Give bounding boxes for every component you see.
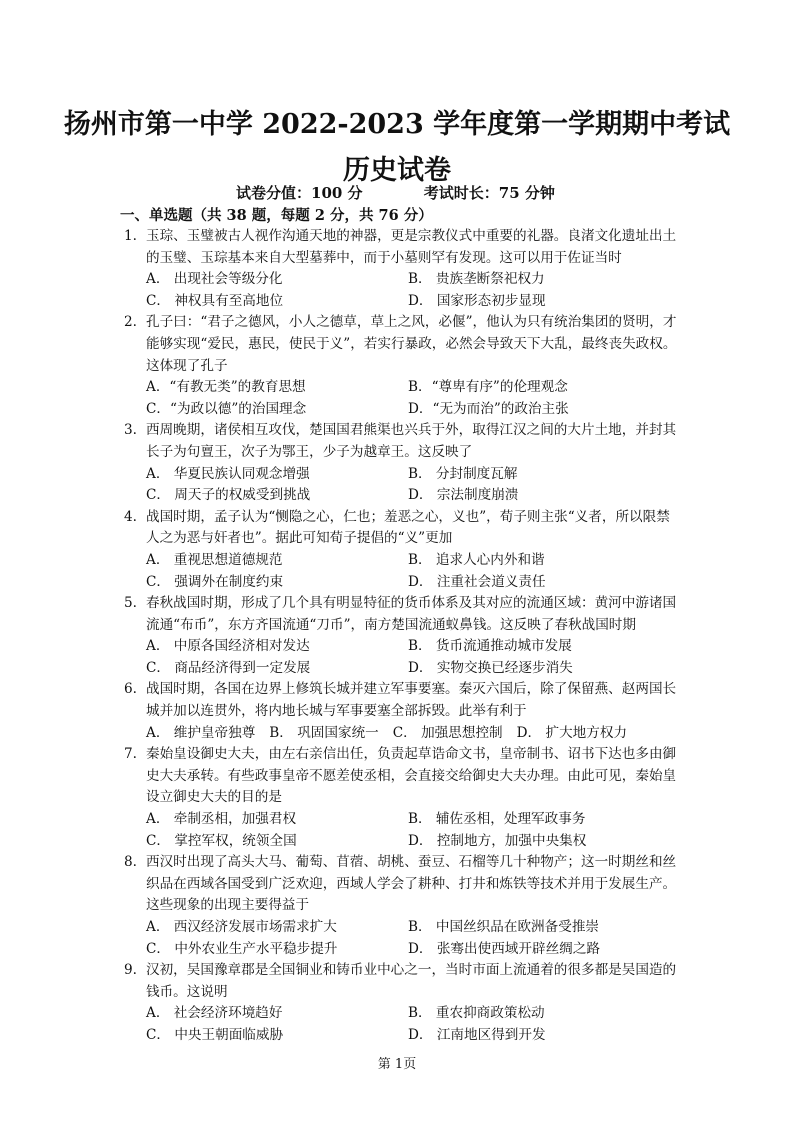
option-a: A．“有教无类”的教育思想: [146, 379, 306, 396]
question-number: 8.: [124, 854, 137, 871]
exam-subject-title: 历史试卷: [343, 155, 451, 186]
question: [124, 593, 680, 679]
option-d: D． 实物交换已经逐步消失: [408, 659, 573, 676]
option-c: C． 中央王朝面临威胁: [146, 1026, 284, 1043]
option-d: D． 扩大地方权力: [516, 724, 628, 741]
option-b: B． 辅佐丞相，处理军政事务: [408, 811, 586, 828]
question: [124, 312, 680, 420]
option-c: C． 强调外在制度约束: [146, 573, 284, 590]
option-b: B． 货币流通推动城市发展: [408, 638, 572, 655]
option-a: A． 重视思想道德规范: [146, 551, 283, 568]
exam-meta: [236, 182, 555, 203]
question: [124, 420, 680, 506]
question-number: 5.: [124, 595, 137, 612]
option-b: B．“尊卑有序”的伦理观念: [408, 379, 568, 396]
option-d: D． 注重社会道义责任: [408, 573, 546, 590]
question-number: 7.: [124, 746, 137, 763]
question-stem: 西周晚期，诸侯相互攻伐，楚国国君熊渠也兴兵于外，取得江汉之间的大片土地，并封其长子为句亶王，次子为鄂王，少子为越章王。这反映了: [146, 422, 677, 460]
question-stem: 孔子曰：“君子之德风，小人之德草，草上之风，必偃”，他认为只有统治集团的贤明，才能够实现“爱民，惠民，使民于义”，若实行暴政，必然会导致天下大乱，最终丧失政权。这体现了孔子: [146, 314, 677, 374]
option-c: C．“为政以德”的治国理念: [146, 400, 307, 417]
option-b: B． 追求人心内外和谐: [408, 551, 545, 568]
question: [124, 679, 680, 744]
option-a: A． 华夏民族认同观念增强: [146, 465, 310, 482]
question-number: 4.: [124, 508, 137, 525]
option-c: C． 中外农业生产水平稳步提升: [146, 940, 338, 957]
page-number: 第 1页: [377, 1057, 417, 1072]
question: [124, 960, 680, 1046]
option-b: B． 分封制度瓦解: [408, 465, 518, 482]
question-stem: 玉琮、玉璧被古人视作沟通天地的神器，更是宗教仪式中重要的礼器。良渚文化遗址出土的玉璧、玉琮基本来自大型墓葬中，而于小墓则罕有发现。这可以用于佐证当时: [146, 228, 677, 266]
question-stem: 战国时期，各国在边界上修筑长城并建立军事要塞。秦灭六国后，除了保留燕、赵两国长城并加以连贯外，将内地长城与军事要塞全部拆毁。此举有利于: [146, 681, 677, 720]
option-b: B． 贵族垄断祭祀权力: [408, 271, 545, 288]
option-a: A． 社会经济环境趋好: [146, 1005, 283, 1022]
option-d: D． 江南地区得到开发: [408, 1026, 546, 1043]
option-d: D． 控制地方，加强中央集权: [408, 832, 587, 849]
option-a: A． 维护皇帝独尊: [146, 724, 256, 741]
exam-score: 试卷分值：100 分: [236, 184, 363, 202]
question-number: 3.: [124, 422, 137, 439]
question-list: [124, 226, 680, 1047]
option-c: C． 周天子的权威受到挑战: [146, 487, 311, 504]
exam-title: 扬州市第一中学 2022-2023 学年度第一学期期中考试: [63, 109, 731, 140]
question-stem: 汉初，吴国豫章郡是全国铜业和铸币业中心之一，当时市面上流通着的很多都是吴国造的钱币。这说明: [146, 962, 677, 1000]
option-d: D．“无为而治”的政治主张: [408, 400, 569, 417]
question: [124, 507, 680, 593]
question: [124, 226, 680, 312]
option-d: D． 国家形态初步显现: [408, 292, 546, 309]
option-d: D． 张骞出使西域开辟丝绸之路: [408, 940, 600, 957]
question-number: 1.: [124, 228, 137, 244]
option-c: C． 神权具有至高地位: [146, 292, 284, 309]
section-heading: 一、单选题（共 38 题，每题 2 分，共 76 分）: [120, 207, 433, 224]
option-b: B． 巩固国家统一: [269, 724, 379, 741]
question-stem: 西汉时出现了高头大马、葡萄、苜蓿、胡桃、蚕豆、石榴等几十种物产；这一时期丝和丝织品在西域各国受到广泛欢迎，西域人学会了耕种、打井和炼铁等技术并用于发展生产。这些现象的出现主要得益于: [146, 854, 677, 914]
question: [124, 744, 680, 852]
option-a: A． 牵制丞相，加强君权: [146, 811, 297, 828]
option-b: B． 中国丝织品在欧洲备受推崇: [408, 919, 600, 935]
option-a: A． 西汉经济发展市场需求扩大: [146, 919, 337, 935]
question-stem: 战国时期，孟子认为“恻隐之心，仁也；羞恶之心，义也”，荀子则主张“义者，所以限禁人之为恶与奸者也”。据此可知荀子提倡的“义”更加: [146, 508, 670, 547]
question-number: 2.: [124, 314, 137, 331]
question-stem: 春秋战国时期，形成了几个具有明显特征的货币体系及其对应的流通区域：黄河中游诸国流通“布币”，东方齐国流通“刀币”，南方楚国流通蚁鼻钱。这反映了春秋战国时期: [146, 595, 677, 633]
question-number: 9.: [124, 962, 137, 979]
question-stem: 秦始皇设御史大夫，由左右亲信出任，负责起草诰命文书，皇帝制书、诏书下达也多由御史大夫承转。有些政事皇帝不愿差使丞相，会直接交给御史大夫办理。由此可见，秦始皇设立御史大夫的目的是: [146, 746, 677, 806]
option-d: D． 宗法制度崩溃: [408, 487, 519, 504]
option-a: A． 出现社会等级分化: [146, 271, 283, 288]
option-a: A． 中原各国经济相对发达: [146, 638, 310, 655]
option-c: C． 掌控军权，统领全国: [146, 832, 297, 849]
option-c: C． 商品经济得到一定发展: [146, 659, 311, 676]
question-number: 6.: [124, 681, 137, 698]
option-c: C． 加强思想控制: [392, 724, 503, 741]
exam-duration: 考试时长：75 分钟: [423, 184, 555, 202]
option-b: B． 重农抑商政策松动: [408, 1005, 545, 1022]
question: [124, 852, 680, 960]
